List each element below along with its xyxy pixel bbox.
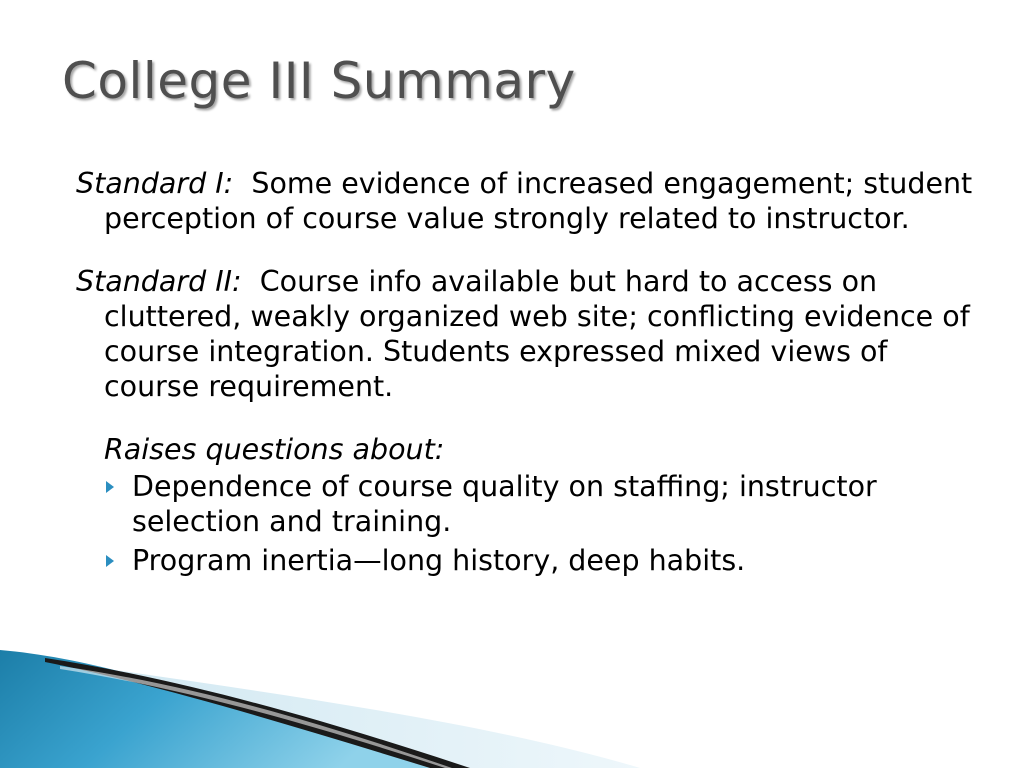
standard-1-label: Standard I:: [76, 167, 234, 200]
list-item: [104, 543, 976, 578]
slide-title: College III Summary: [62, 52, 576, 110]
wave-highlight: [60, 666, 452, 768]
list-item: [104, 469, 976, 539]
standard-2-paragraph: [76, 264, 976, 404]
wave-dark-stripe: [45, 658, 470, 768]
questions-list: [104, 469, 976, 578]
triangle-right-icon: [106, 555, 114, 567]
standard-2-label: Standard II:: [76, 265, 242, 298]
standard-1-paragraph: [76, 166, 976, 236]
slide-body: [76, 166, 976, 582]
triangle-right-icon: [106, 481, 114, 493]
wave-blue: [0, 650, 430, 768]
wave-pale-band: [60, 662, 640, 768]
bullet-text: Program inertia—long history, deep habits.: [132, 544, 746, 577]
bullet-text: Dependence of course quality on staffing; instructor selection and training.: [132, 470, 877, 538]
questions-heading: Raises questions about:: [104, 433, 445, 466]
standard-1-text: Some evidence of increased engagement; student perception of course value strongly related to instructor.: [104, 167, 973, 235]
standard-2-text: Course info available but hard to access on cluttered, weakly organized web site; conflicting evidence of course integration. Students expressed mixed views of course requirement.: [104, 265, 970, 403]
